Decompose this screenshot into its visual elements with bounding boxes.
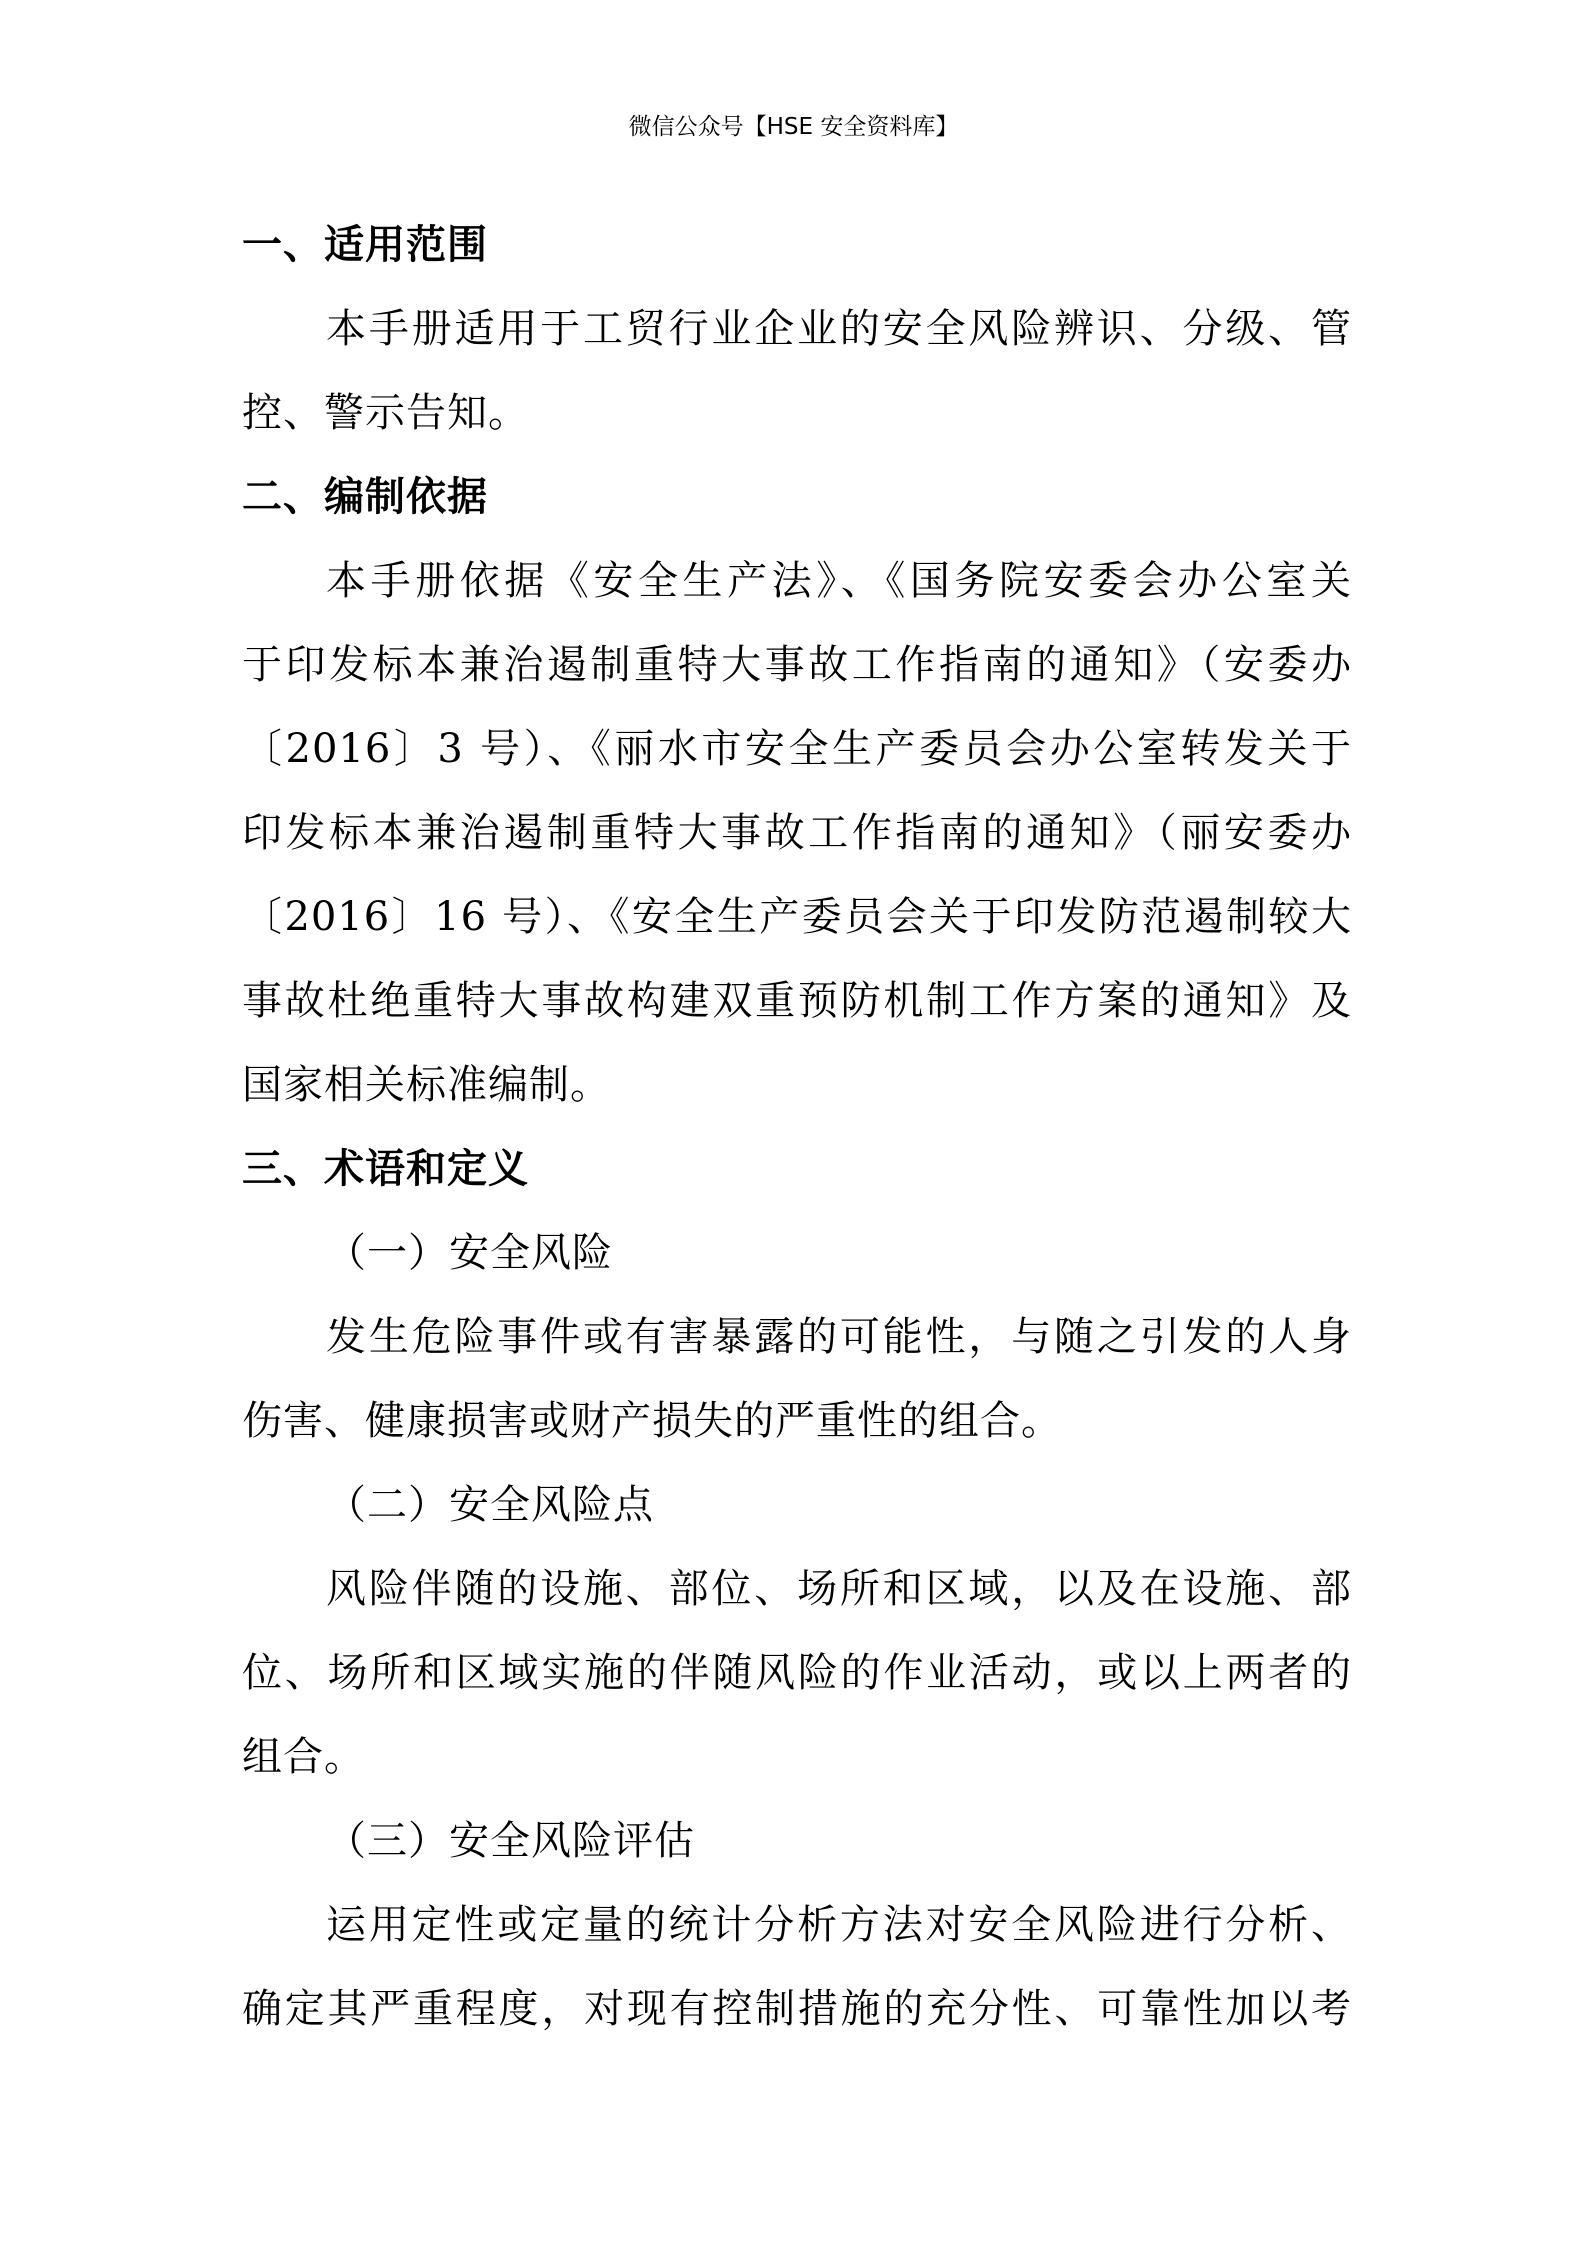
subsection-title-risk-assessment: （三）安全风险评估 (326, 1818, 695, 1864)
paragraph-line: 组合。 (242, 1734, 365, 1780)
paragraph-line: 〔2016〕16 号）、《安全生产委员会关于印发防范遏制较大 (242, 894, 1352, 940)
paragraph-line: 〔2016〕3 号）、《丽水市安全生产委员会办公室转发关于 (242, 726, 1352, 772)
paragraph-line: 运用定性或定量的统计分析方法对安全风险进行分析、 (326, 1902, 1352, 1948)
section-heading-scope: 一、适用范围 (242, 221, 488, 268)
paragraph-line: 事故杜绝重特大事故构建双重预防机制工作方案的通知》及 (242, 978, 1352, 1024)
page-header: 微信公众号【HSE 安全资料库】 (628, 114, 959, 140)
paragraph-line: 本手册依据《安全生产法》、《国务院安委会办公室关 (326, 558, 1352, 604)
subsection-title-safety-risk: （一）安全风险 (326, 1230, 613, 1276)
paragraph-line: 伤害、健康损害或财产损失的严重性的组合。 (242, 1398, 1062, 1444)
section-heading-terms: 三、术语和定义 (242, 1145, 529, 1192)
paragraph-line: 控、警示告知。 (242, 390, 529, 436)
paragraph-line: 位、场所和区域实施的伴随风险的作业活动，或以上两者的 (242, 1650, 1352, 1696)
document-body (242, 203, 1352, 2051)
paragraph-line: 发生危险事件或有害暴露的可能性，与随之引发的人身 (326, 1314, 1352, 1360)
paragraph-line: 于印发标本兼治遏制重特大事故工作指南的通知》（安委办 (242, 642, 1352, 688)
section-heading-basis: 二、编制依据 (242, 473, 488, 520)
paragraph-line: 确定其严重程度，对现有控制措施的充分性、可靠性加以考 (242, 1986, 1352, 2032)
paragraph-line: 印发标本兼治遏制重特大事故工作指南的通知》（丽安委办 (242, 810, 1352, 856)
paragraph-line: 风险伴随的设施、部位、场所和区域，以及在设施、部 (326, 1566, 1352, 1612)
subsection-title-risk-point: （二）安全风险点 (326, 1482, 654, 1528)
paragraph-line: 本手册适用于工贸行业企业的安全风险辨识、分级、管 (326, 306, 1352, 352)
paragraph-line: 国家相关标准编制。 (242, 1062, 611, 1108)
